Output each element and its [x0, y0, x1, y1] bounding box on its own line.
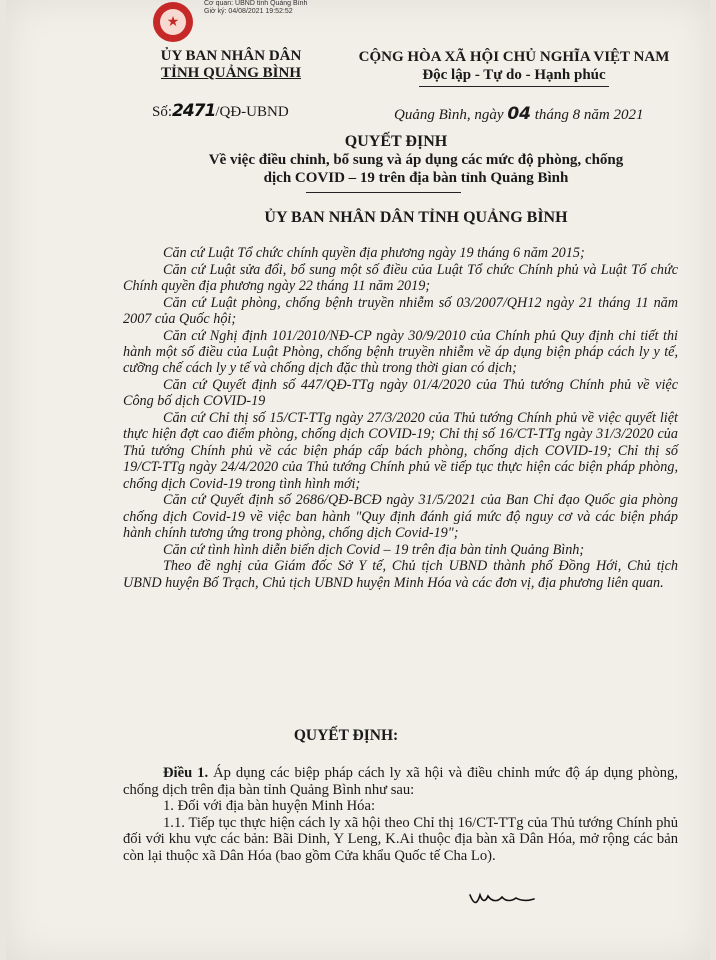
legal-basis-item: Căn cứ Luật phòng, chống bệnh truyền nhiễm số 03/2007/QH12 ngày 21 tháng 11 năm 2007 của Quốc hội; — [123, 294, 678, 327]
date-day-handwritten: 04 — [507, 104, 531, 124]
issuing-authority-header — [146, 48, 316, 82]
doc-number-suffix: /QĐ-UBND — [215, 104, 289, 120]
signature-time: Giờ ký: 04/08/2021 19:52:52 — [204, 8, 293, 15]
document-title: QUYẾT ĐỊNH — [344, 133, 448, 150]
legal-basis-item: Căn cứ Quyết định số 2686/QĐ-BCĐ ngày 31/5/2021 của Ban Chỉ đạo Quốc gia phòng chống dịch Covid-19 về việc ban hành "Quy định đánh giá mức độ nguy cơ và các biện pháp hành chính tương ứng trong phòng, chống dịch Covid-19"; — [123, 492, 678, 542]
authority-line-2: TỈNH QUẢNG BÌNH — [160, 65, 302, 81]
national-name: CỘNG HÒA XÃ HỘI CHỦ NGHĨA VIỆT NAM — [358, 49, 670, 65]
doc-number-prefix: Số: — [152, 104, 173, 120]
legal-basis-item: Căn cứ Quyết định số 447/QĐ-TTg ngày 01/4/2020 của Thủ tướng Chính phủ về việc Công bố dịch COVID-19 — [123, 377, 678, 410]
date-place: Quảng Bình, ngày — [394, 107, 504, 123]
article-1-text: Áp dụng các biệp pháp cách ly xã hội và điều chỉnh mức độ áp dụng phòng, chống dịch trên địa bàn tỉnh Quảng Bình như sau: — [123, 765, 679, 798]
article-1-intro — [123, 765, 678, 798]
legal-basis-item: Căn cứ Luật Tổ chức chính quyền địa phương ngày 19 tháng 6 năm 2015; — [163, 245, 585, 261]
initial-signature-icon — [468, 887, 538, 909]
article-1 — [123, 765, 678, 865]
authority-heading: ỦY BAN NHÂN DÂN TỈNH QUẢNG BÌNH — [264, 209, 568, 226]
legal-basis-item: Theo đề nghị của Giám đốc Sở Y tế, Chủ tịch UBND thành phố Đồng Hới, Chủ tịch UBND huyện Bố Trạch, Chủ tịch UBND huyện Minh Hóa và các đơn vị, địa phương liên quan. — [123, 558, 678, 591]
national-motto: Độc lập - Tự do - Hạnh phúc — [422, 67, 606, 83]
motto-underline — [419, 86, 609, 87]
decision-heading: QUYẾT ĐỊNH: — [293, 727, 399, 744]
signature-agency: Cơ quan: UBND tỉnh Quảng Bình — [204, 0, 308, 7]
legal-basis-item: Căn cứ Chỉ thị số 15/CT-TTg ngày 27/3/2020 của Thủ tướng Chính phủ về việc quyết liệt thực hiện đợt cao điểm phòng, chống dịch COVID-19; Chỉ thị số 16/CT-TTg ngày 31/3/2020 của Thủ tướng Chính phủ về các biện pháp cấp bách phòng, chống dịch COVID-19; Chỉ thị số 19/CT-TTg ngày 24/4/2020 của Thủ tướng Chính phủ về tiếp tục thực hiện các biện pháp phòng, chống dịch Covid-19 trong tình hình mới; — [123, 410, 678, 492]
legal-basis-item: Căn cứ Luật sửa đổi, bổ sung một số điều của Luật Tổ chức Chính phủ và Luật Tổ chức Chính quyền địa phương ngày 22 tháng 11 năm 2019; — [123, 261, 678, 294]
article-1-label: Điều 1. — [163, 765, 209, 781]
star-emblem-icon: ★ — [160, 9, 186, 35]
national-header — [324, 48, 704, 87]
document-page — [6, 0, 710, 960]
article-1-item-1: 1. Đối với địa bàn huyện Minh Hóa: — [163, 798, 376, 815]
subtitle-divider — [306, 192, 461, 193]
authority-line-1: ỦY BAN NHÂN DÂN — [160, 48, 302, 64]
article-1-item-1-1: 1.1. Tiếp tục thực hiện cách ly xã hội theo Chỉ thị 16/CT-TTg của Thủ tướng Chính phủ đối với khu vực các bản: Bãi Dinh, Y Leng, K.Ai thuộc địa bàn xã Dân Hóa, mở rộng các bản còn lại thuộc xã Dân Hóa (bao gồm Cửa khẩu Quốc tế Cha Lo). — [123, 814, 678, 864]
official-seal-icon — [153, 2, 193, 42]
legal-bases — [123, 245, 678, 591]
subtitle-line-1: Về việc điều chỉnh, bổ sung và áp dụng các mức độ phòng, chống — [208, 152, 624, 168]
subtitle-line-2: dịch COVID – 19 trên địa bàn tỉnh Quảng Bình — [263, 170, 569, 186]
date-rest: tháng 8 năm 2021 — [534, 107, 644, 123]
doc-number-handwritten: 2471 — [172, 101, 216, 121]
legal-basis-item: Căn cứ tình hình diễn biến dịch Covid – 19 trên địa bàn tỉnh Quảng Bình; — [163, 541, 585, 558]
document-date — [394, 104, 644, 124]
digital-signature-info — [204, 0, 307, 16]
legal-basis-item: Căn cứ Nghị định 101/2010/NĐ-CP ngày 30/9/2010 của Chính phủ Quy định chi tiết thi hành một số điều của Luật Phòng, chống bệnh truyền nhiễm về áp dụng biện pháp cách ly y tế, cưỡng chế cách ly y tế và chống dịch đặc thù trong thời gian có dịch; — [123, 327, 678, 377]
document-number — [152, 101, 289, 121]
document-subtitle — [156, 151, 676, 187]
